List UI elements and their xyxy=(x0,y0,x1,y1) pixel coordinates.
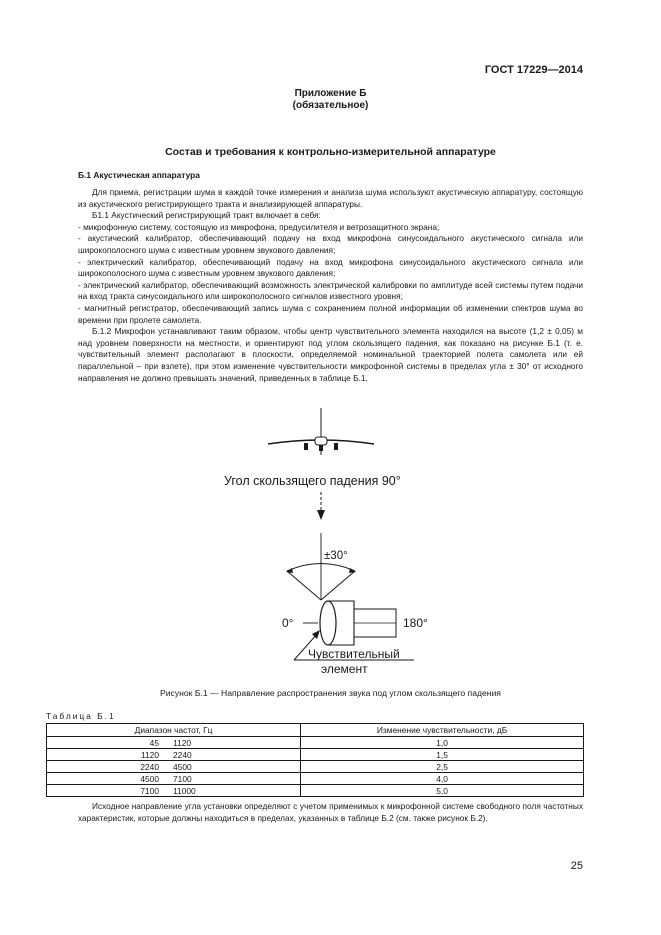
spread-label: ±30° xyxy=(324,550,348,562)
aircraft-fuselage xyxy=(315,437,327,445)
frequency-cell xyxy=(47,785,301,797)
list-item: - электрический калибратор, обеспечивающий возможность электрической калибровки по амплитуде всей системы путем подачи на вход тракта синусоидального или широкополосного сигналов известного уровня; xyxy=(78,279,583,302)
sensitivity-cell: 1,0 xyxy=(301,737,584,749)
paragraph: Для приема, регистрации шума в каждой точке измерения и анализа шума используют акустическую аппаратуру, состоящую из акустического регистрирующего тракта и анализирующей аппаратуры. xyxy=(78,187,583,209)
list-item: - акустический калибратор, обеспечивающий подачу на вход микрофона синусоидального акустического сигнала или широкополосного шума с известным уровнем звукового давления; xyxy=(78,233,583,255)
table-row xyxy=(47,737,584,749)
annex-status: (обязательное) xyxy=(292,100,369,111)
paragraph: Б1.1 Акустический регистрирующий тракт включает в себя: xyxy=(92,210,321,221)
table-label: Таблица Б.1 xyxy=(46,711,116,721)
freq-to: 1120 xyxy=(173,737,192,748)
freq-to: 4500 xyxy=(173,761,192,772)
element-label-2: элемент xyxy=(321,662,368,676)
section-title: Состав и требования к контрольно-измерительной аппаратуре xyxy=(165,146,496,158)
right-angle-label: 180° xyxy=(403,616,428,630)
sensitivity-cell: 2,5 xyxy=(301,761,584,773)
cone-left-edge xyxy=(287,571,321,600)
sensitivity-cell: 1,5 xyxy=(301,749,584,761)
freq-to: 2240 xyxy=(173,749,192,760)
page-number: 25 xyxy=(570,860,583,872)
paragraph: Б.1.2 Микрофон устанавливают таким образом, чтобы центр чувствительного элемента находился на высоте (1,2 ± 0,05) м над уровнем поверхности на местности, и ориентируют под углом скользящего падения, как показано на рисунке Б.1 (т. е. чувствительный элемент располагают в плоскости, определяемой номинальной траекторией полета самолета или ей параллельной – при взлете), при этом изменение чувствительности микрофонной системы в пределах угла ± 30° от исходного направления не должно превышать значений, приведенных в таблице Б.1. xyxy=(78,326,583,383)
freq-from: 45 xyxy=(149,737,159,748)
table-row xyxy=(47,749,584,761)
table-row xyxy=(47,761,584,773)
aircraft-engine-center xyxy=(319,445,323,451)
freq-from: 7100 xyxy=(140,785,159,796)
arrow-head xyxy=(317,510,325,520)
sensitive-element xyxy=(320,601,336,645)
list-item: - магнитный регистратор, обеспечивающий запись шума с сохранением полной информации об изменении спектров шума во времени при пролете самолета. xyxy=(78,302,583,325)
frequency-cell xyxy=(47,749,301,761)
angle-label: Угол скользящего падения 90° xyxy=(224,474,401,488)
paragraph: Исходное направление угла установки определяют с учетом применимых к микрофонной системе свободного поля частотных характеристик, которые должны находиться в пределах, указанных в таблице Б.2 (см. также рисунок Б.2). xyxy=(78,801,583,823)
closing-paragraph xyxy=(78,801,583,824)
aircraft-engine-right xyxy=(334,443,338,450)
freq-from: 1120 xyxy=(140,749,159,760)
table-row xyxy=(47,785,584,797)
table-row xyxy=(47,773,584,785)
freq-to: 7100 xyxy=(173,773,192,784)
sensitivity-cell: 4,0 xyxy=(301,773,584,785)
sensitivity-table xyxy=(46,723,584,797)
freq-to: 11000 xyxy=(173,785,196,796)
frequency-cell xyxy=(47,773,301,785)
header-frequency: Диапазон частот, Гц xyxy=(47,724,301,737)
freq-from: 2240 xyxy=(140,761,159,772)
cone-right-edge xyxy=(321,571,355,600)
table-header-row xyxy=(47,724,584,737)
header-sensitivity: Изменение чувствительности, дБ xyxy=(301,724,584,737)
subsection-title: Б.1 Акустическая аппаратура xyxy=(78,170,200,180)
frequency-cell xyxy=(47,761,301,773)
list-item: - микрофонную систему, состоящую из микрофона, предусилителя и ветрозащитного экрана; xyxy=(78,221,440,232)
element-label-1: Чувствительный xyxy=(308,647,400,661)
frequency-cell xyxy=(47,737,301,749)
list-item: - электрический калибратор, обеспечивающий подачу на вход микрофона синусоидального акустического сигнала или широкополосного шума с известным уровнем звукового давления; xyxy=(78,256,583,279)
sensitivity-cell: 5,0 xyxy=(301,785,584,797)
aircraft-engine-left xyxy=(304,443,308,450)
left-angle-label: 0° xyxy=(282,616,294,630)
figure-caption: Рисунок Б.1 — Направление распространения звука под углом скользящего падения xyxy=(160,688,501,698)
freq-from: 4500 xyxy=(140,773,159,784)
annex-title: Приложение Б xyxy=(294,88,367,99)
document-header: ГОСТ 17229—2014 xyxy=(484,64,583,76)
